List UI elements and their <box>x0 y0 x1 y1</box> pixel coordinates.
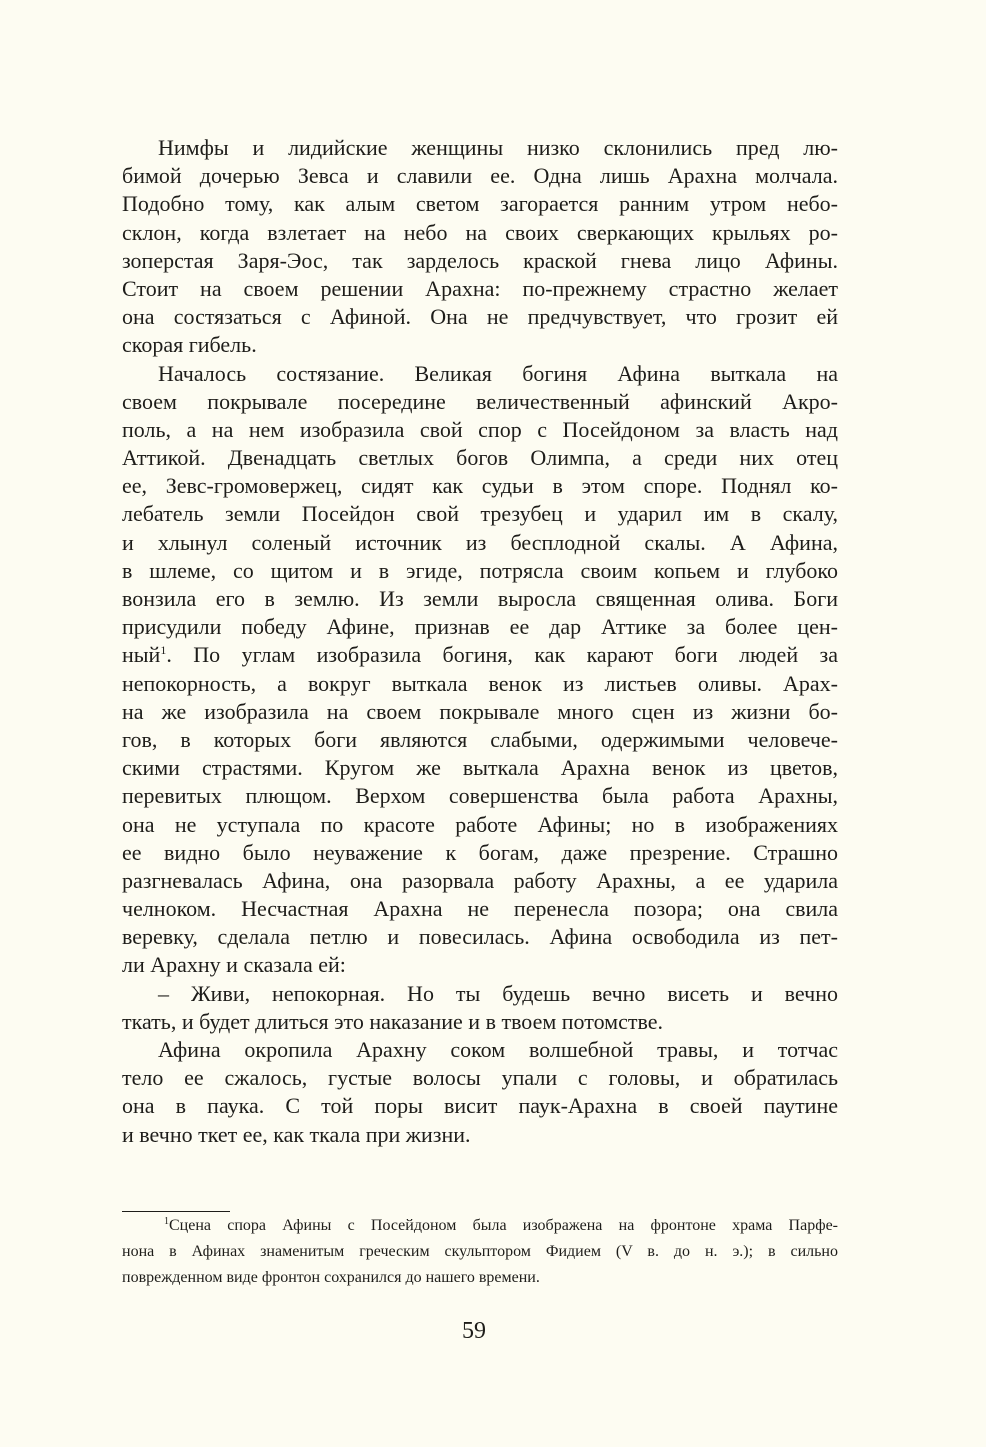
text-line <box>122 782 838 810</box>
text-line-text: поль, а на нем изобразила свой спор с Посейдоном за власть над <box>122 416 838 442</box>
text-line-content <box>122 388 838 416</box>
text-line-text: непокорность, а вокруг выткала венок из листьев оливы. Арах- <box>122 670 838 696</box>
footnote-line <box>122 1213 838 1239</box>
text-line <box>122 980 838 1008</box>
text-line-content <box>122 472 838 500</box>
text-line-content <box>122 585 838 613</box>
text-line <box>122 811 838 839</box>
text-line <box>122 529 838 557</box>
text-line <box>122 726 838 754</box>
text-line <box>122 444 838 472</box>
text-line-text: скими страстями. Кругом же выткала Арахна венок из цветов, <box>122 755 838 781</box>
text-line-content <box>122 162 838 190</box>
footnote-line <box>122 1239 838 1265</box>
text-line <box>122 839 838 867</box>
text-line-text: перевитых плющом. Верхом совершенства была работа Арахны, <box>122 783 838 809</box>
text-line-text: лебатель земли Посейдон свой трезубец и ударил им в скалу, <box>122 501 838 527</box>
text-line <box>122 867 838 895</box>
footnote-line-text: нона в Афинах знаменитым греческим скульптором Фидием (V в. до н. э.); в сильно <box>122 1243 838 1260</box>
text-line <box>122 331 838 359</box>
body-text <box>122 134 838 1149</box>
text-line <box>122 275 838 303</box>
text-line-text: Подобно тому, как алым светом загорается ранним утром небо- <box>122 191 838 217</box>
text-line-content <box>122 1121 838 1149</box>
text-line-text: ли Арахну и сказала ей: <box>122 952 346 978</box>
text-line <box>122 416 838 444</box>
text-line-text: Аттикой. Двенадцать светлых богов Олимпа, а среди них отец <box>122 445 838 471</box>
text-line-content <box>122 839 838 867</box>
text-line-content <box>122 895 838 923</box>
text-line-text: ее видно было неуважение к богам, даже презрение. Страшно <box>122 839 838 865</box>
text-line <box>122 162 838 190</box>
text-line-content <box>122 613 838 641</box>
text-line-content <box>122 670 838 698</box>
text-line-text: в шлеме, со щитом и в эгиде, потрясла своим копьем и глубоко <box>122 557 838 583</box>
text-line-text: ный <box>122 642 161 668</box>
text-line-text: скорая гибель. <box>122 332 257 358</box>
text-line-content <box>122 754 838 782</box>
text-line <box>122 500 838 528</box>
text-line-content <box>122 219 838 247</box>
footnote-line-text: Сцена спора Афины с Посейдоном была изображена на фронтоне храма Парфе- <box>169 1217 838 1234</box>
text-line <box>122 895 838 923</box>
text-line-text: присудили победу Афине, признав ее дар Аттике за более цен- <box>122 614 838 640</box>
text-line-text: своем покрывале посередине величественный афинский Акро- <box>122 388 838 414</box>
text-line-content <box>122 1092 838 1120</box>
text-line-content <box>122 529 838 557</box>
text-line-content <box>122 782 838 810</box>
text-line-text: тело ее сжалось, густые волосы упали с головы, и обратилась <box>122 1065 838 1091</box>
footnote-line <box>122 1265 838 1291</box>
text-line-content <box>122 557 838 585</box>
text-line <box>122 190 838 218</box>
text-line-content <box>122 331 838 359</box>
text-line <box>122 670 838 698</box>
text-line-text: вонзила его в землю. Из земли выросла священная олива. Боги <box>122 586 838 611</box>
footnote-line-text: поврежденном виде фронтон сохранился до нашего времени. <box>122 1269 540 1286</box>
text-line-content <box>122 444 838 472</box>
text-line-text: она состязаться с Афиной. Она не предчувствует, что грозит ей <box>122 304 838 330</box>
text-line-text: гов, в которых боги являются слабыми, одержимыми человече- <box>122 726 838 752</box>
footnote-marker: 1 <box>164 1216 169 1227</box>
text-line <box>122 388 838 416</box>
text-line <box>122 557 838 585</box>
text-line <box>122 1121 838 1149</box>
text-line-text: ткать, и будет длиться это наказание и в твоем потомстве. <box>122 1008 663 1034</box>
text-line-content <box>122 303 838 331</box>
text-line-content <box>158 1036 838 1064</box>
text-line-content <box>158 360 838 388</box>
page-number: 59 <box>462 1318 486 1344</box>
text-line-content <box>122 247 838 275</box>
text-line-text: зоперстая Заря-Эос, так зарделось краской гнева лицо Афины. <box>122 247 838 273</box>
text-line-content <box>122 416 838 444</box>
text-line-content <box>122 951 838 979</box>
text-line-content <box>122 500 838 528</box>
text-line-text: и вечно ткет ее, как ткала при жизни. <box>122 1121 471 1147</box>
text-line-text: челноком. Несчастная Арахна не перенесла позора; она свила <box>122 896 838 922</box>
text-line-text: на же изобразила на своем покрывале много сцен из жизни бо- <box>122 698 838 724</box>
text-line <box>122 219 838 247</box>
text-line-text: веревку, сделала петлю и повесилась. Афина освободила из пет- <box>122 924 838 950</box>
text-line-text: – Живи, непокорная. Но ты будешь вечно висеть и вечно <box>158 980 838 1006</box>
text-line-content <box>158 134 838 162</box>
text-line-content <box>122 811 838 839</box>
text-line <box>122 1036 838 1064</box>
footnote <box>122 1213 838 1291</box>
footnote-line-content <box>122 1239 838 1265</box>
text-line-text: Нимфы и лидийские женщины низко склонились пред лю- <box>158 135 838 160</box>
text-line-content <box>158 980 838 1008</box>
text-line-content <box>122 1064 838 1092</box>
text-line-content <box>122 190 838 218</box>
text-line-content <box>122 698 838 726</box>
text-line <box>122 951 838 979</box>
text-line-text: ее, Зевс-громовержец, сидят как судьи в этом споре. Поднял ко- <box>122 473 838 499</box>
text-line <box>122 698 838 726</box>
text-line-content <box>122 1008 838 1036</box>
text-line-content <box>122 923 838 951</box>
text-line-content <box>122 726 838 754</box>
text-line <box>122 247 838 275</box>
text-line <box>122 1064 838 1092</box>
text-line <box>122 134 838 162</box>
footnote-reference: 1 <box>160 643 167 658</box>
text-line <box>122 585 838 613</box>
text-line-text: она в паука. С той поры висит паук-Арахна в своей паутине <box>122 1093 838 1119</box>
text-line-content <box>122 641 838 669</box>
footnote-line-content <box>164 1213 838 1239</box>
text-line <box>122 472 838 500</box>
text-line <box>122 1092 838 1120</box>
text-line-text: и хлынул соленый источник из бесплодной скалы. А Афина, <box>122 529 838 555</box>
text-line-text: разгневалась Афина, она разорвала работу Арахны, а ее ударила <box>122 867 838 893</box>
text-line <box>122 303 838 331</box>
text-line <box>122 754 838 782</box>
text-line-text: она не уступала по красоте работе Афины; но в изображениях <box>122 811 838 837</box>
footnote-line-content <box>122 1265 838 1291</box>
text-line-text: бимой дочерью Зевса и славили ее. Одна лишь Арахна молчала. <box>122 163 838 189</box>
footnote-divider <box>122 1211 230 1212</box>
text-line-content <box>122 275 838 303</box>
text-line <box>122 613 838 641</box>
text-line-content <box>122 867 838 895</box>
text-line-text: склон, когда взлетает на небо на своих сверкающих крыльях ро- <box>122 219 838 245</box>
text-line-text: Стоит на своем решении Арахна: по-прежнему страстно желает <box>122 275 838 301</box>
text-line-text: Началось состязание. Великая богиня Афина выткала на <box>158 360 838 386</box>
text-line-text: . По углам изобразила богиня, как карают боги людей за <box>166 642 838 668</box>
text-line <box>122 923 838 951</box>
text-line <box>122 641 838 669</box>
text-line <box>122 360 838 388</box>
text-line-text: Афина окропила Арахну соком волшебной травы, и тотчас <box>158 1037 838 1062</box>
text-line <box>122 1008 838 1036</box>
